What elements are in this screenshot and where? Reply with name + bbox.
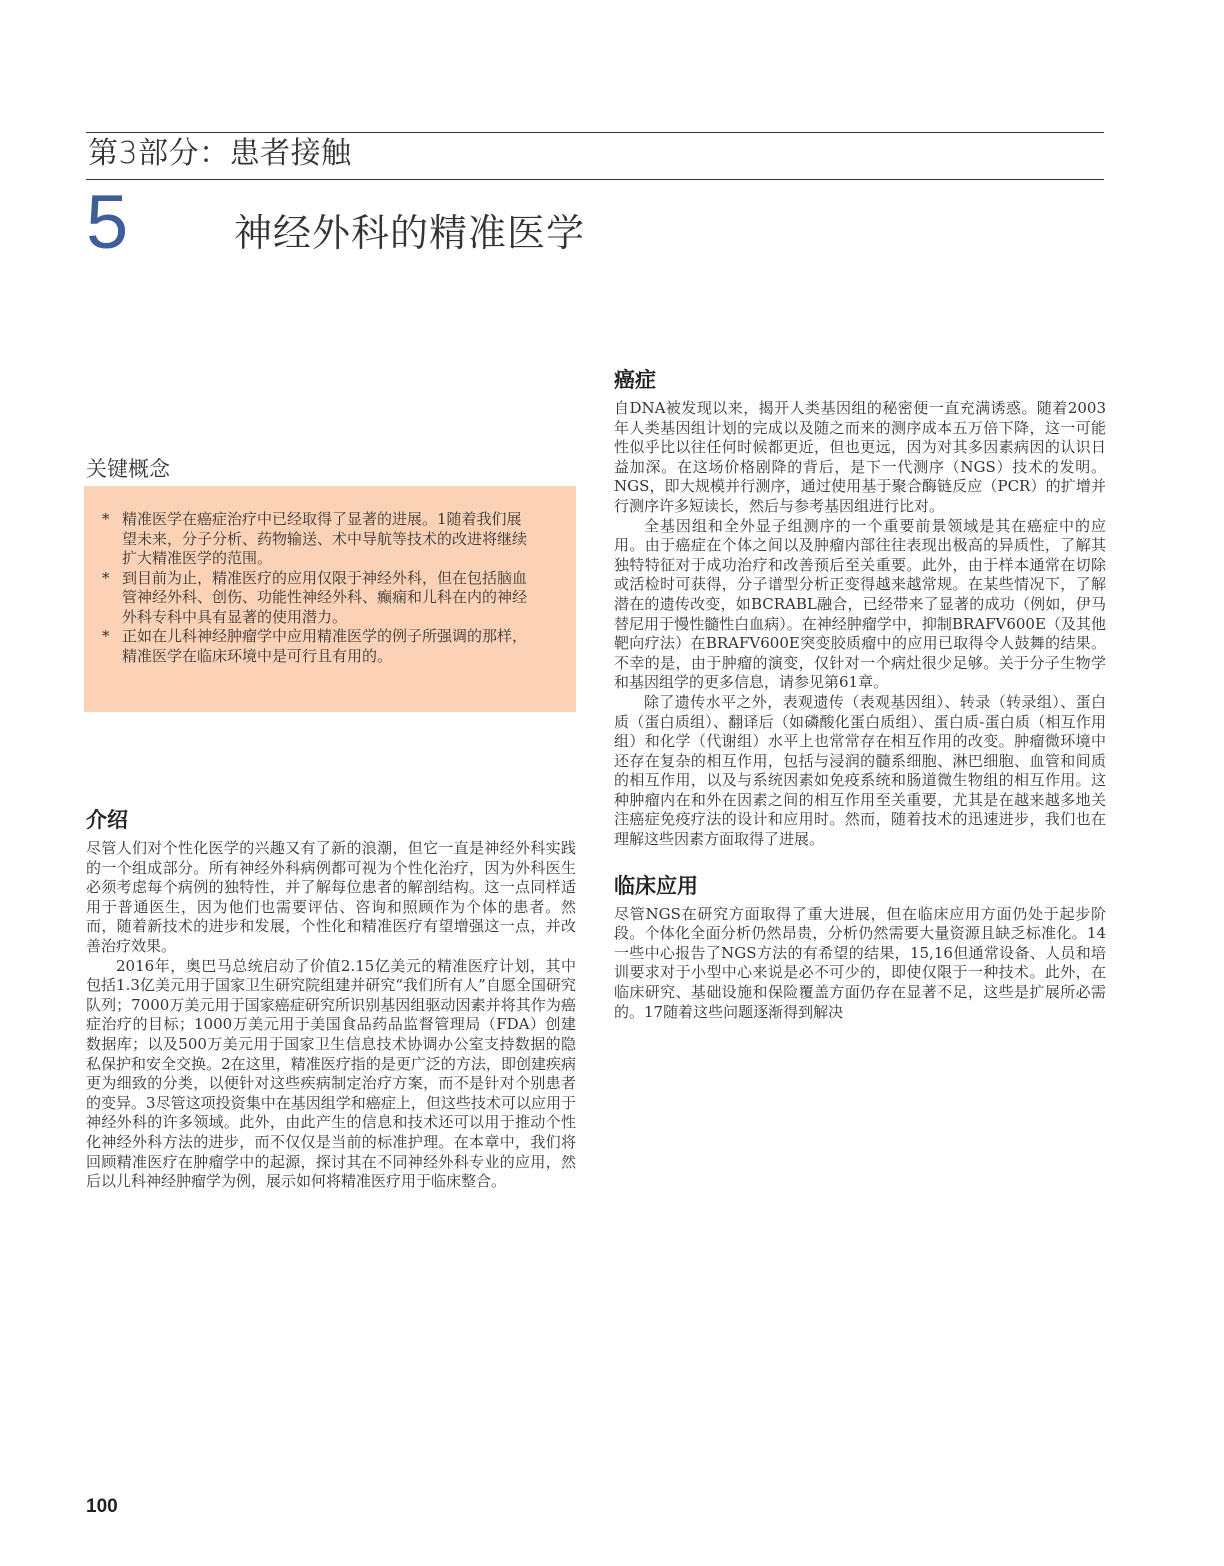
cancer-paragraph: 自DNA被发现以来，揭开人类基因组的秘密便一直充满诱惑。随着2003年人类基因组计划的完成以及随之而来的测序成本五万倍下降，这一可能性似乎比以往任何时候都更近，但也更远，因为对其多因素病因的认识日益加深。在这场价格剧降的背后，是下一代测序（NGS）技术的发明。NGS，即大规模并行测序，通过使用基于聚合酶链反应（PCR）的扩增并行测序许多短读长，然后与参考基因组进行比对。 — [614, 399, 1106, 515]
right-column — [614, 366, 1106, 1022]
key-concept-item — [102, 569, 536, 628]
cancer-heading: 癌症 — [614, 368, 656, 392]
key-concepts-heading: 关键概念 — [86, 457, 170, 481]
key-concept-item — [102, 510, 536, 569]
key-concept-text: 到目前为止，精准医疗的应用仅限于神经外科，但在包括脑血管神经外科、创伤、功能性神经外科、癫痫和儿科在内的神经外科专科中具有显著的使用潜力。 — [122, 568, 528, 626]
chapter-title: 神经外科的精准医学 — [234, 211, 586, 255]
bullet-asterisk-icon: * — [102, 568, 110, 587]
bullet-asterisk-icon: * — [102, 510, 110, 528]
part-title: 第3部分：患者接触 — [88, 136, 352, 171]
intro-section — [86, 806, 576, 1192]
cancer-paragraph: 全基因组和全外显子组测序的一个重要前景领域是其在癌症中的应用。由于癌症在个体之间以及肿瘤内部往往表现出极高的异质性，了解其独特特征对于成功治疗和改善预后至关重要。此外，由于样本通常在切除或活检时可获得，分子谱型分析正变得越来越常规。在某些情况下，了解潜在的遗传改变，如BCRABL融合，已经带来了显著的成功（例如，伊马替尼用于慢性髓性白血病）。在神经肿瘤学中，抑制BRAFV600E（及其他靶向疗法）在BRAFV600E突变胶质瘤中的应用已取得令人鼓舞的结果。不幸的是，由于肿瘤的演变，仅针对一个病灶很少足够。关于分子生物学和基因组学的更多信息，请参见第61章。 — [614, 516, 1106, 692]
header-bottom-rule — [86, 179, 1104, 180]
intro-paragraph: 尽管人们对个性化医学的兴趣又有了新的浪潮，但它一直是神经外科实践的一个组成部分。所有神经外科病例都可视为个性化治疗，因为外科医生必须考虑每个病例的独特性，并了解每位患者的解剖结构。这一点同样适用于普通医生，因为他们也需要评估、咨询和照顾作为个体的患者。然而，随着新技术的进步和发展，个性化和精准医疗有望增强这一点，并改善治疗效果。 — [86, 839, 576, 955]
bullet-asterisk-icon: * — [102, 627, 110, 645]
key-concept-text: 精准医学在癌症治疗中已经取得了显著的进展。1随着我们展望未来，分子分析、药物输送、术中导航等技术的改进将继续扩大精准医学的范围。 — [122, 510, 528, 567]
key-concepts-box — [84, 486, 576, 712]
cancer-section — [614, 366, 1106, 850]
key-concept-item — [102, 627, 536, 666]
key-concept-text: 正如在儿科神经肿瘤学中应用精准医学的例子所强调的那样，精准医学在临床环境中是可行且有用的。 — [122, 627, 528, 665]
chapter-number: 5 — [86, 180, 129, 265]
page-number: 100 — [86, 1496, 118, 1517]
clinical-paragraph: 尽管NGS在研究方面取得了重大进展，但在临床应用方面仍处于起步阶段。个体化全面分析仍然昂贵，分析仍然需要大量资源且缺乏标准化。14一些中心报告了NGS方法的有希望的结果，15,16但通常设备、人员和培训要求对于小型中心来说是必不可少的，即使仅限于一种技术。此外，在临床研究、基础设施和保险覆盖方面仍存在显著不足，这些是扩展所必需的。17随着这些问题逐渐得到解决 — [614, 904, 1106, 1021]
clinical-heading: 临床应用 — [614, 873, 698, 898]
intro-heading: 介绍 — [86, 808, 128, 832]
clinical-section — [614, 872, 1106, 1023]
cancer-paragraph: 除了遗传水平之外，表观遗传（表观基因组）、转录（转录组）、蛋白质（蛋白质组）、翻译后（如磷酸化蛋白质组）、蛋白质-蛋白质（相互作用组）和化学（代谢组）水平上也常常存在相互作用的改变。肿瘤微环境中还存在复杂的相互作用，包括与浸润的髓系细胞、淋巴细胞、血管和间质的相互作用，以及与系统因素如免疫系统和肠道微生物组的相互作用。这种肿瘤内在和外在因素之间的相互作用至关重要，尤其是在越来越多地关注癌症免疫疗法的设计和应用时。然而，随着技术的迅速进步，我们也在理解这些因素方面取得了进展。 — [614, 692, 1106, 849]
intro-paragraph: 2016年，奥巴马总统启动了价值2.15亿美元的精准医疗计划，其中包括1.3亿美元用于国家卫生研究院组建并研究“我们所有人”自愿全国研究队列；7000万美元用于国家癌症研究所识别基因组驱动因素并将其作为癌症治疗的目标；1000万美元用于美国食品药品监督管理局（FDA）创建数据库；以及500万美元用于国家卫生信息技术协调办公室支持数据的隐私保护和安全交换。2在这里，精准医疗指的是更广泛的方法，即创建疾病更为细致的分类，以便针对这些疾病制定治疗方案，而不是针对个别患者的变异。3尽管这项投资集中在基因组学和癌症上，但这些技术可以应用于神经外科的许多领域。此外，由此产生的信息和技术还可以用于推动个性化神经外科方法的进步，而不仅仅是当前的标准护理。在本章中，我们将回顾精准医疗在肿瘤学中的起源，探讨其在不同神经外科专业的应用，然后以儿科神经肿瘤学为例，展示如何将精准医疗用于临床整合。 — [86, 956, 576, 1191]
